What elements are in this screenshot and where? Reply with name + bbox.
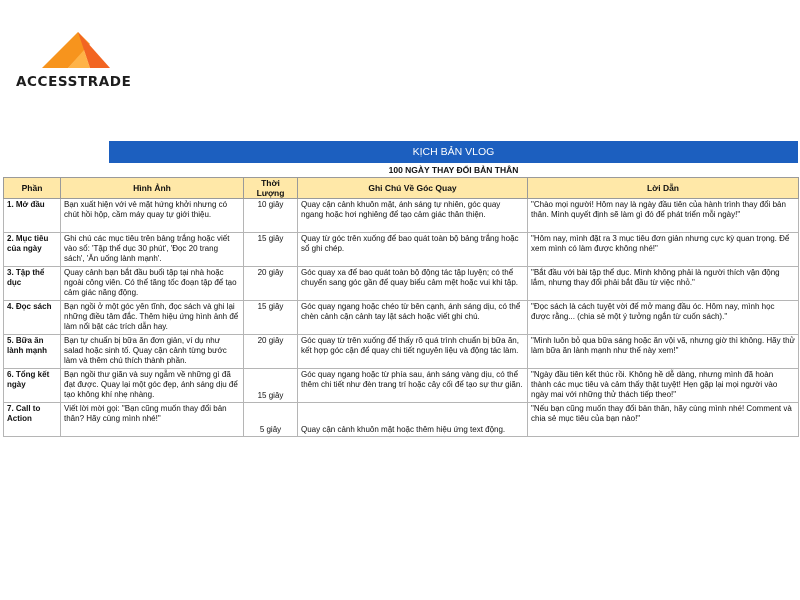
narration-cell: "Ngày đầu tiên kết thúc rồi. Không hề dễ dàng, nhưng mình đã hoàn thành các mục tiêu và cảm thấy thật tuyệt! Hẹn gặp lại mọi người vào ngày mai với những thử thách tiếp theo!": [528, 369, 799, 403]
table-row: [4, 403, 799, 437]
duration-cell: 20 giây: [244, 267, 298, 301]
brand-logo: [16, 28, 166, 98]
column-header-narration: Lời Dẫn: [528, 178, 799, 199]
duration-cell: 5 giây: [244, 403, 298, 437]
table-header-row: [4, 178, 799, 199]
page-title: KỊCH BẢN VLOG: [109, 141, 798, 163]
phase-cell: 4. Đọc sách: [4, 301, 61, 335]
brand-name: ACCESSTRADE: [16, 74, 132, 90]
table-row: [4, 369, 799, 403]
table-row: [4, 233, 799, 267]
visual-cell: Bạn ngồi ở một góc yên tĩnh, đọc sách và ghi lại những điều tâm đắc. Thêm hiệu ứng hình ảnh để làm nổi bật các trích dẫn hay.: [61, 301, 244, 335]
camera-cell: Góc quay từ trên xuống để thấy rõ quá trình chuẩn bị bữa ăn, kết hợp góc cận để quay chi tiết nguyên liệu và động tác làm.: [298, 335, 528, 369]
visual-cell: Ghi chú các mục tiêu trên bảng trắng hoặc viết vào sổ: 'Tập thể dục 30 phút', 'Đọc 20 trang sách', 'Ăn uống lành mạnh'.: [61, 233, 244, 267]
narration-cell: "Đọc sách là cách tuyệt vời để mở mang đầu óc. Hôm nay, mình học được rằng... (chia sẻ một ý tưởng ngắn từ cuốn sách).": [528, 301, 799, 335]
visual-cell: Bạn tự chuẩn bị bữa ăn đơn giản, ví dụ như salad hoặc sinh tố. Quay cận cảnh từng bước làm và thêm chú thích thành phần.: [61, 335, 244, 369]
phase-cell: 1. Mở đầu: [4, 199, 61, 233]
camera-cell: Quay từ góc trên xuống để bao quát toàn bộ bảng trắng hoặc sổ ghi chép.: [298, 233, 528, 267]
narration-cell: "Hôm nay, mình đặt ra 3 mục tiêu đơn giản nhưng cực kỳ quan trọng. Để xem mình có làm được không nhé!": [528, 233, 799, 267]
column-header-phase: Phần: [4, 178, 61, 199]
narration-cell: "Chào mọi người! Hôm nay là ngày đầu tiên của hành trình thay đổi bản thân. Mình quyết định sẽ làm gì đó để phát triển mỗi ngày!": [528, 199, 799, 233]
table-row: [4, 301, 799, 335]
phase-cell: 3. Tập thể dục: [4, 267, 61, 301]
column-header-visual: Hình Ảnh: [61, 178, 244, 199]
phase-cell: 6. Tổng kết ngày: [4, 369, 61, 403]
narration-cell: "Nếu bạn cũng muốn thay đổi bản thân, hãy cùng mình nhé! Comment và chia sẻ mục tiêu của bạn nào!": [528, 403, 799, 437]
visual-cell: Quay cảnh bạn bắt đầu buổi tập tại nhà hoặc ngoài công viên. Có thể tăng tốc đoạn tập để tạo cảm giác năng động.: [61, 267, 244, 301]
table-row: [4, 199, 799, 233]
camera-cell: Quay cận cảnh khuôn mặt hoặc thêm hiệu ứng text động.: [298, 403, 528, 437]
phase-cell: 7. Call to Action: [4, 403, 61, 437]
mountain-logo-icon: [38, 28, 114, 72]
duration-cell: 15 giây: [244, 233, 298, 267]
camera-cell: Quay cận cảnh khuôn mặt, ánh sáng tự nhiên, góc quay ngang hoặc hơi nghiêng để tạo cảm giác thân thiện.: [298, 199, 528, 233]
visual-cell: Viết lời mời gọi: "Bạn cũng muốn thay đổi bản thân? Hãy cùng mình nhé!": [61, 403, 244, 437]
duration-cell: 20 giây: [244, 335, 298, 369]
column-header-duration: Thời Lượng: [244, 178, 298, 199]
camera-cell: Góc quay ngang hoặc từ phía sau, ánh sáng vàng dịu, có thể thêm chi tiết như đèn trang trí hoặc cây cối để tạo sự thư giãn.: [298, 369, 528, 403]
page-subtitle: 100 NGÀY THAY ĐỔI BẢN THÂN: [388, 165, 519, 175]
camera-cell: Góc quay ngang hoặc chéo từ bên cạnh, ánh sáng dịu, có thể chèn cảnh cận cảnh tay lật sách hoặc viết ghi chú.: [298, 301, 528, 335]
table-row: [4, 267, 799, 301]
duration-cell: 15 giây: [244, 369, 298, 403]
visual-cell: Bạn xuất hiện với vẻ mặt hứng khởi nhưng có chút hồi hộp, cầm máy quay tự giới thiệu.: [61, 199, 244, 233]
duration-cell: 15 giây: [244, 301, 298, 335]
script-table: [3, 177, 799, 437]
column-header-camera: Ghi Chú Về Góc Quay: [298, 178, 528, 199]
duration-cell: 10 giây: [244, 199, 298, 233]
narration-cell: "Mình luôn bỏ qua bữa sáng hoặc ăn vội vã, nhưng giờ thì không. Hãy thử làm bữa ăn lành mạnh như thế này xem!": [528, 335, 799, 369]
phase-cell: 2. Mục tiêu của ngày: [4, 233, 61, 267]
camera-cell: Góc quay xa để bao quát toàn bộ động tác tập luyện; có thể chuyển sang góc gần để quay biểu cảm mệt hoặc vui khi tập.: [298, 267, 528, 301]
narration-cell: "Bắt đầu với bài tập thể dục. Mình không phải là người thích vận động lắm, nhưng thay đổi phải bắt đầu từ việc nhỏ.": [528, 267, 799, 301]
visual-cell: Bạn ngồi thư giãn và suy ngẫm về những gì đã đạt được. Quay lại một góc đẹp, ánh sáng dịu để tạo không khí nhẹ nhàng.: [61, 369, 244, 403]
phase-cell: 5. Bữa ăn lành mạnh: [4, 335, 61, 369]
table-row: [4, 335, 799, 369]
